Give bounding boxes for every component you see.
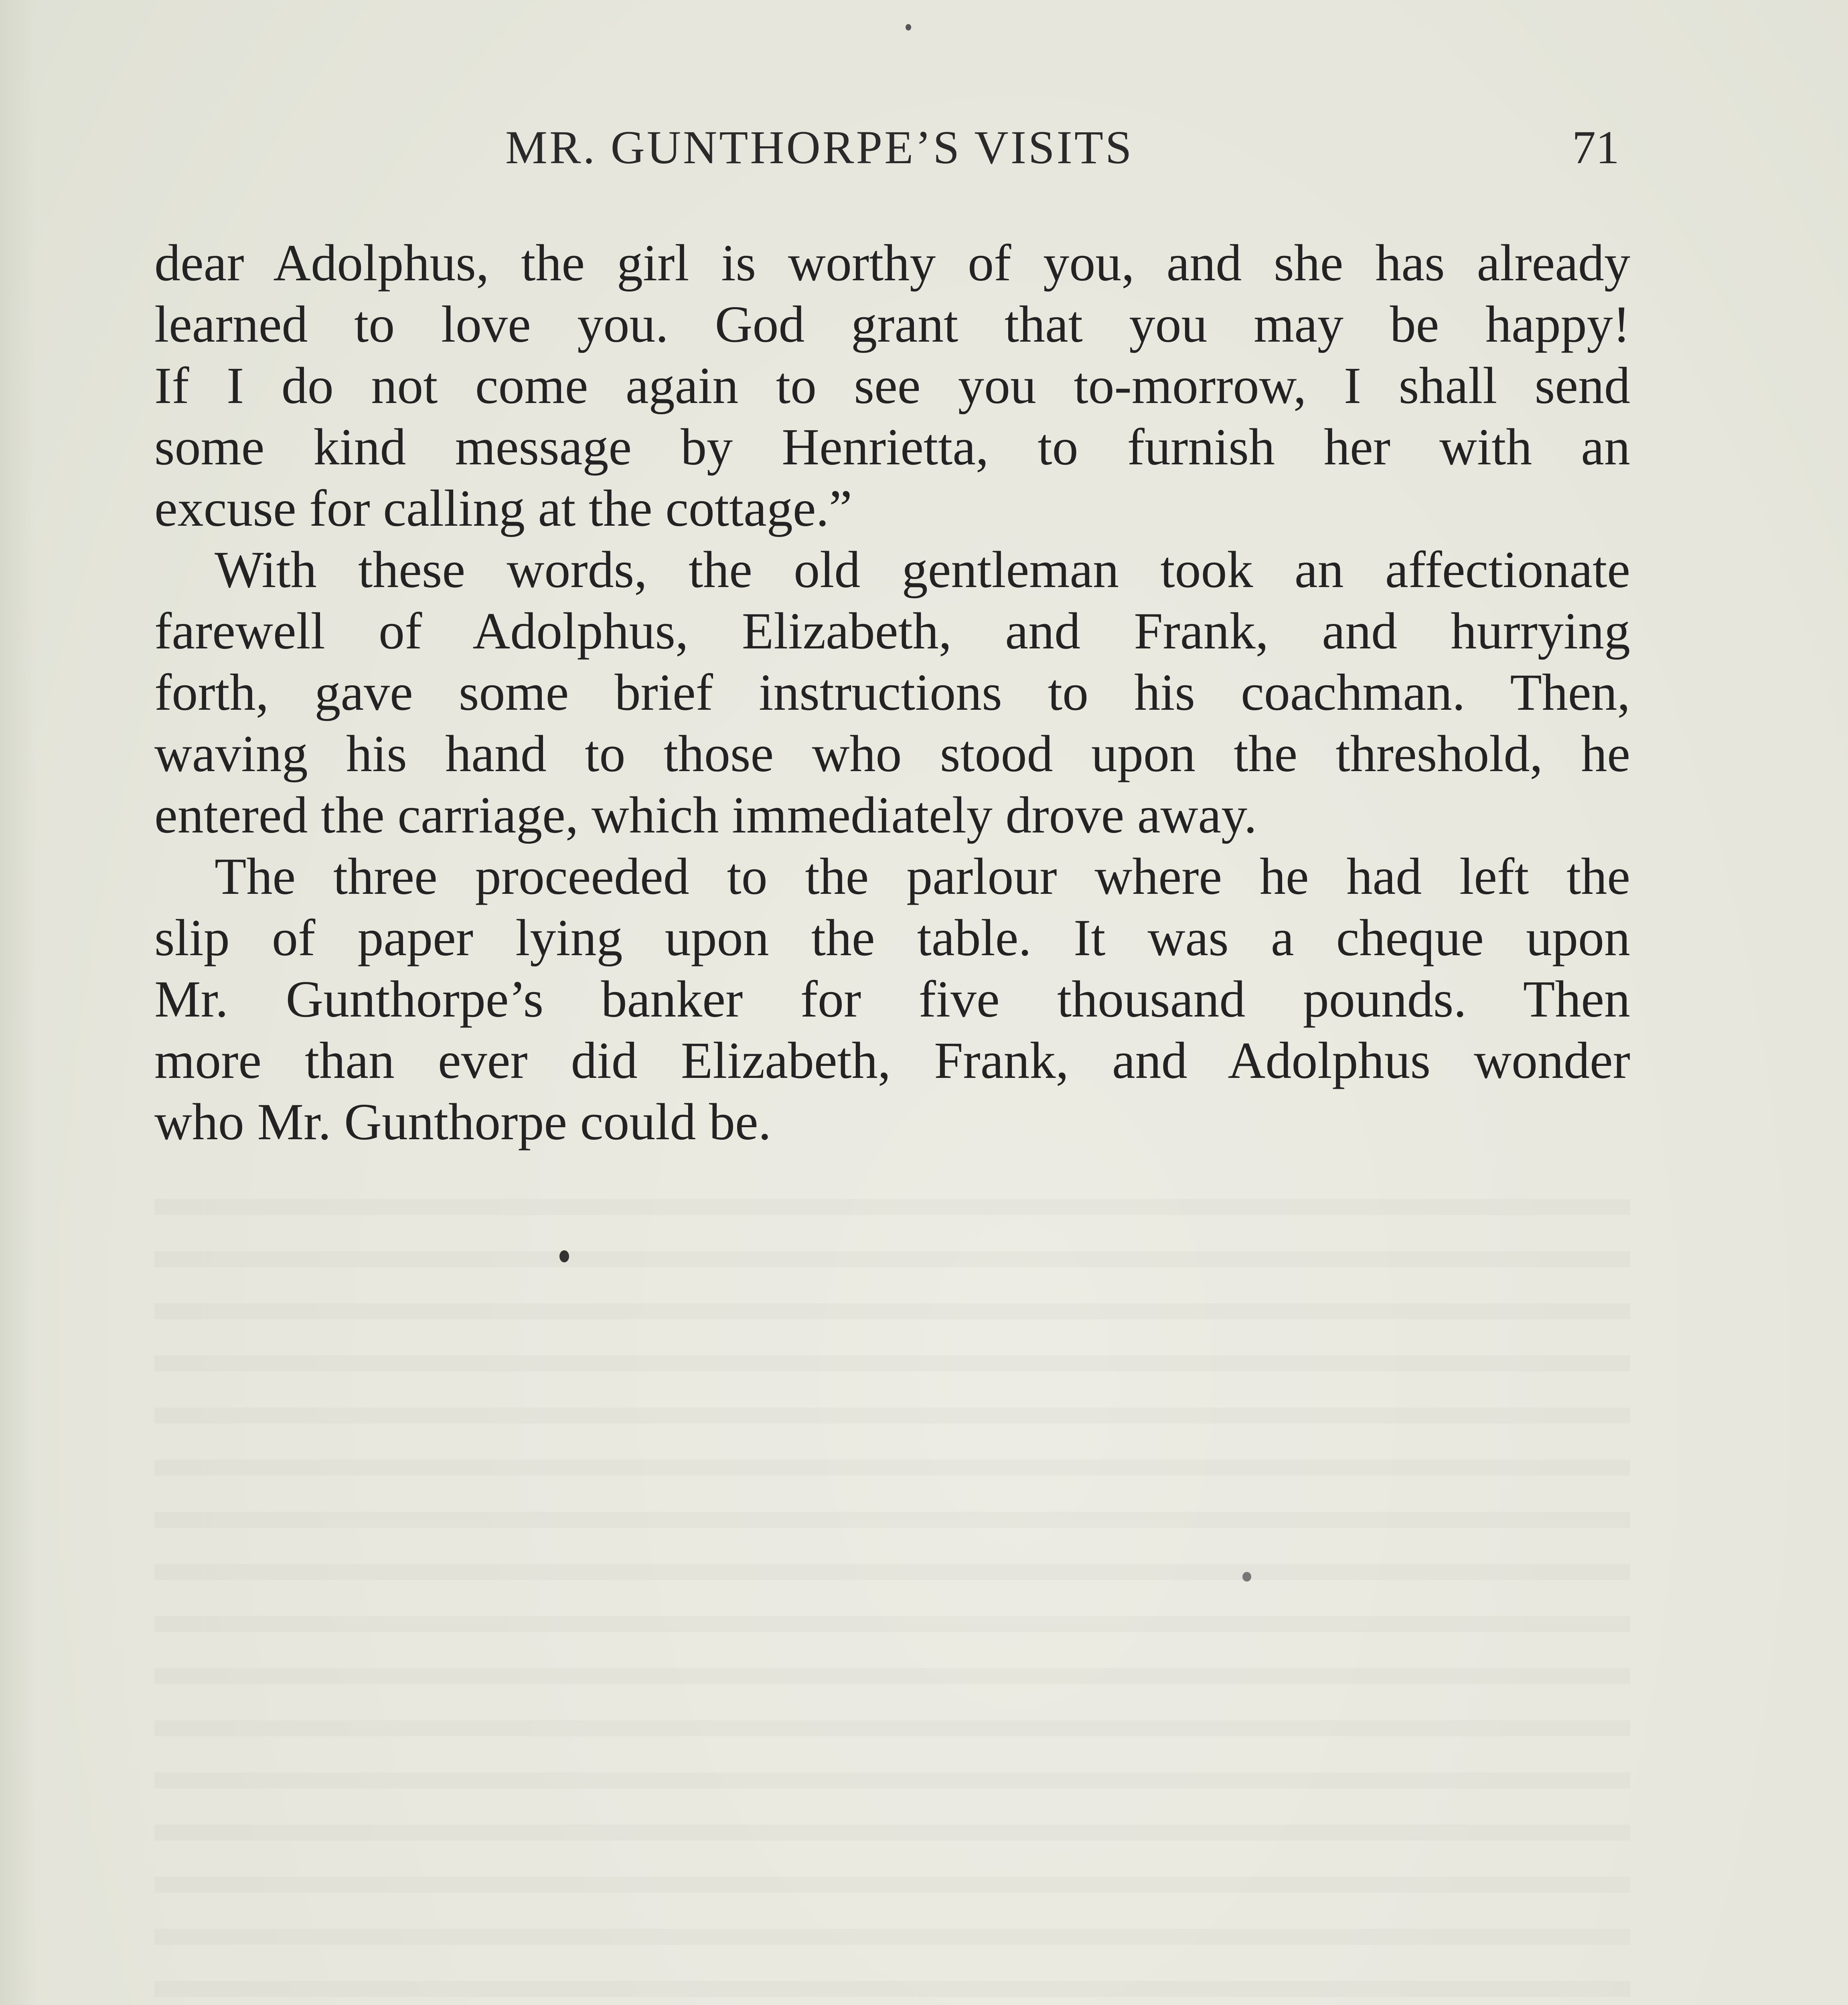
page-number: 71 [1572,121,1619,174]
ink-speck [559,1250,569,1262]
body-text [154,233,1630,1153]
text-line: who Mr. Gunthorpe could be. [154,1093,772,1151]
show-through-text [154,1171,1630,2005]
text-line: some kind message by Henrietta, to furnish her with an [154,418,1630,476]
text-line: slip of paper lying upon the table. It was a cheque upon [154,909,1630,967]
text-line: dear Adolphus, the girl is worthy of you, and she has already [154,234,1630,292]
ink-speck [906,24,911,30]
text-line: learned to love you. God grant that you may be happy! [154,296,1630,353]
text-line: entered the carriage, which immediately drove away. [154,786,1257,844]
text-line: waving his hand to those who stood upon the threshold, he [154,725,1630,783]
spine-shadow [0,0,36,2005]
text-line: more than ever did Elizabeth, Frank, and Adolphus wonder [154,1032,1630,1090]
text-line: farewell of Adolphus, Elizabeth, and Frank, and hurrying [154,602,1630,660]
running-title: MR. GUNTHORPE’S VISITS [505,121,1134,174]
text-line: The three proceeded to the parlour where he had left the [215,848,1630,905]
text-line: With these words, the old gentleman took an affectionate [215,541,1630,599]
ink-speck [1242,1572,1251,1582]
text-line: excuse for calling at the cottage.” [154,480,852,537]
text-line: If I do not come again to see you to-morrow, I shall send [154,357,1630,415]
text-line: forth, gave some brief instructions to his coachman. Then, [154,664,1630,721]
text-line: Mr. Gunthorpe’s banker for five thousand pounds. Then [154,970,1630,1028]
